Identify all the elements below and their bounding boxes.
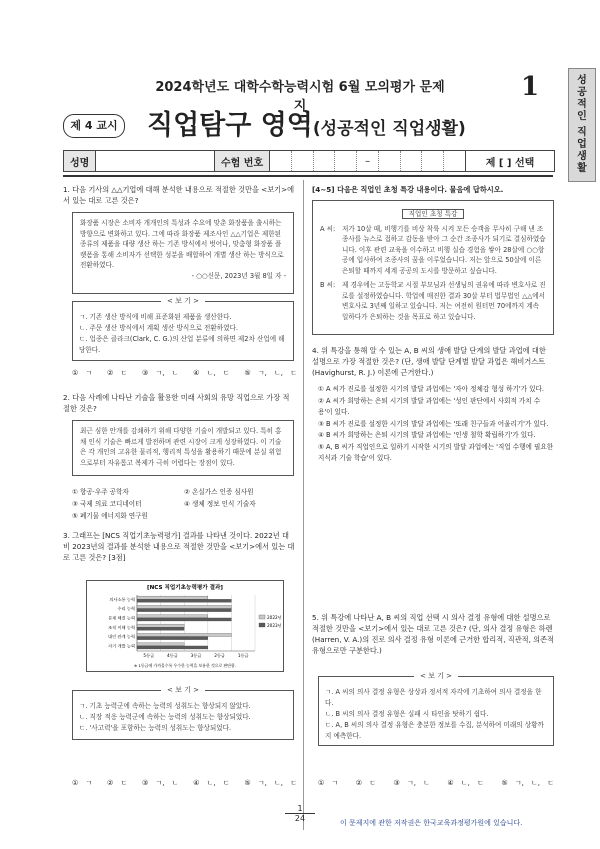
q45-lecture-box <box>312 200 554 335</box>
q3-bogi-item: ㄱ. 기초 능력군에 속하는 능력의 성취도는 향상되지 않았다. <box>79 702 251 710</box>
header-divider <box>63 175 553 177</box>
q3-stem: 3. 그래프는 [NCS 직업기초능력평가] 결과를 나타낸 것이다. 2022년 대비 2023년의 결과를 분석한 내용으로 적절한 것만을 <보기>에서 있는 대로 고른 것은? [3점] <box>63 531 295 562</box>
q3-choices <box>72 778 297 788</box>
subject-title-main: 직업탐구 영역 <box>147 110 313 141</box>
chart-x-tick-label: 1등급 <box>237 653 249 658</box>
q45-intro: [4~5] 다음은 직업인 초청 특강 내용이다. 물음에 답하시오. <box>312 185 504 194</box>
side-tab-char: 직 <box>577 127 587 138</box>
exam-number-dash: – <box>357 151 379 171</box>
speaker-a-label: A 씨: <box>320 224 336 233</box>
q5-choice-4[interactable]: ④ ㄴ, ㄷ <box>447 779 484 787</box>
q3-bogi-item: ㄷ. '사고력'을 포함하는 능력의 성취도는 향상되었다. <box>79 724 232 732</box>
chart-bar-2022년 <box>137 633 231 636</box>
speaker-b-label: B 씨: <box>320 281 336 289</box>
chart-bar-2023년 <box>137 637 208 640</box>
side-tab-char: 업 <box>577 139 587 150</box>
chart-bar-2023년 <box>137 609 231 612</box>
q1-bogi-box <box>72 297 294 361</box>
q1-choice-5[interactable]: ⑤ ㄱ, ㄴ, ㄷ <box>244 369 297 377</box>
q3-chart-box <box>86 580 284 672</box>
chart-category-label: 수리 능력 <box>117 606 135 612</box>
q5-bogi-item: ㄱ. A 씨의 의사 결정 유형은 상상과 정서적 자각에 기초하여 의사 결정을 한다. <box>325 688 542 707</box>
q2-option-2[interactable]: ② 온실가스 인증 심사원 <box>184 488 254 496</box>
q4-option-5[interactable]: ⑤ A, B 씨가 직업인으로 일하기 시작한 시기의 발달 과업에는 '직업 수행에 필요한 지식과 기술 학습'이 있다. <box>318 442 554 462</box>
exam-number-cell <box>215 151 466 171</box>
chart-category-label: 자기 개발 능력 <box>108 643 135 649</box>
q2-option-5[interactable]: ⑤ 폐기물 에너지화 연구원 <box>72 512 148 520</box>
chart-x-tick-label: 5등급 <box>143 653 155 658</box>
chart-legend-label: 2023년 <box>267 623 282 628</box>
column-divider <box>303 180 304 830</box>
q1-bogi-item: ㄴ. 주문 생산 방식에서 계획 생산 방식으로 전환하였다. <box>79 324 238 332</box>
chart-bar-2023년 <box>137 646 208 649</box>
chart-bar-2023년 <box>137 627 184 630</box>
examinee-info-bar <box>63 150 555 172</box>
q3-bogi-item: ㄴ. 직장 적응 능력군에 속하는 능력의 성취도는 향상되었다. <box>79 713 251 721</box>
q4-option-3[interactable]: ③ B 씨가 진로를 설정한 시기의 발달 과업에는 '또래 친구들과 어울리기'가 있다. <box>318 419 549 428</box>
q3-bogi-label: < 보 기 > <box>161 685 205 696</box>
q3-choice-1[interactable]: ① ㄱ <box>72 779 93 787</box>
subject-title-sub: (성공적인 직업생활) <box>312 119 466 139</box>
ncs-result-chart <box>87 581 283 671</box>
q1-choice-2[interactable]: ② ㄷ <box>106 369 128 377</box>
page-number: 1 <box>521 72 540 102</box>
q45-speaker-a <box>320 224 546 277</box>
chart-legend-label: 2022년 <box>267 615 282 620</box>
chart-bar-2022년 <box>137 615 208 618</box>
chart-note: ※ 1등급에 가까울수록 우수한 능력을 보유한 것으로 판단함. <box>133 663 237 668</box>
side-tab-char: 인 <box>577 111 587 122</box>
chart-bar-2023년 <box>137 599 231 602</box>
q1-bogi-item: ㄷ. 업종은 클라크(Clark, C. G.)의 산업 분류에 의하면 제2차 산업에 해당한다. <box>79 335 285 354</box>
q1-bogi-label: < 보 기 > <box>161 296 205 307</box>
q2-option-3[interactable]: ③ 국제 의료 코디네이터 <box>72 500 142 508</box>
q1-passage-text: 화장품 시장은 소비자 개개인의 특성과 수요에 맞춘 화장품을 출시하는 방향으로 변화하고 있다. 그에 따라 화장품 제조사인 △△기업은 제한된 종류의 제품을 대량 생산 하는 기존 방식에서 벗어나, 맞춤형 화장품 플랫폼을 통해 소비자가 선택한 성분을 배합하여 개별 생산 하는 방식으로 전환하였다. <box>80 219 284 269</box>
chart-bar-2022년 <box>137 624 184 627</box>
q1-choice-1[interactable]: ① ㄱ <box>72 369 93 377</box>
q3-bogi-box <box>72 686 294 740</box>
q1-passage <box>72 212 294 294</box>
subject-side-tab <box>568 68 596 182</box>
q3-choice-4[interactable]: ④ ㄴ, ㄷ <box>193 779 230 787</box>
side-tab-char: 성 <box>577 75 587 86</box>
chart-x-tick-label: 2등급 <box>214 653 225 658</box>
chart-title: [NCS 직업기초능력평가 결과] <box>147 585 223 591</box>
q1-source: - ○○신문, 2023년 3월 8일 자 - <box>191 271 286 280</box>
page-counter-total: 24 <box>294 814 306 823</box>
chart-bar-2022년 <box>137 596 208 599</box>
q5-choice-5[interactable]: ⑤ ㄱ, ㄴ, ㄷ <box>501 779 554 787</box>
name-cell <box>64 151 215 171</box>
q5-bogi-box <box>318 672 554 746</box>
name-label: 성명 <box>64 151 96 171</box>
q5-stem: 5. 위 특강에 나타난 A, B 씨의 직업 선택 시 의사 결정 유형에 대한 설명으로 적절한 것만을 <보기>에서 있는 대로 고른 것은? (단, 의사 결정 유형은 하렌(Harren, V. A.)의 진로 의사 결정 유형 이론에 근거한 합리적, 직관적, 의존적 유형으로만 구분한다.) <box>312 613 554 655</box>
page-counter-current: 1 <box>285 804 315 814</box>
q2-passage <box>72 420 294 476</box>
side-tab-char: 생 <box>577 151 587 162</box>
q1-choice-3[interactable]: ③ ㄱ, ㄴ <box>141 369 179 377</box>
chart-x-tick-label: 4등급 <box>167 653 178 658</box>
q3-choice-5[interactable]: ⑤ ㄱ, ㄴ, ㄷ <box>244 779 297 787</box>
chart-bar-2022년 <box>137 605 231 608</box>
chart-legend-swatch <box>259 623 265 627</box>
exam-number-boxes[interactable] <box>270 151 465 171</box>
chart-bar-2023년 <box>137 618 231 621</box>
q45-box-title: 직업인 초청 특강 <box>320 209 546 220</box>
side-tab-char: 활 <box>577 163 587 174</box>
speaker-a-text: 저가 10살 때, 비행기를 비상 착륙 시켜 모든 승객을 무사히 구해 낸 조종사를 뉴스로 접하고 감동을 받아 그 순간 조종사가 되기로 결심하였습니다. 이후 관련 교육을 이수하고 비행 실습 경험을 쌓아 28살에 ○○항공에 입사하여 조종사의 꿈을 이루었습니다. 저는 앞으로 50살에 이른 은퇴할 때까지 세계 공공의 도시를 방문하고 싶습니다. <box>342 224 546 275</box>
q2-option-4[interactable]: ④ 생체 정보 인식 기술자 <box>184 500 256 508</box>
q5-choice-2[interactable]: ② ㄷ <box>355 779 376 787</box>
q5-bogi-label: < 보 기 > <box>414 671 458 682</box>
q5-choices <box>318 778 554 788</box>
q3-choice-3[interactable]: ③ ㄱ, ㄴ <box>141 779 179 787</box>
speaker-b-text: 제 경우에는 고등학교 시절 부모님과 선생님의 권유에 따라 변호사로 진로를 설정하였습니다. 학업에 매진한 결과 30살 부터 법무법인 △△에서 변호사로 3년째 일하고 있습니다. 저는 여전히 원터먼 70에까지 계속 일하다가 은퇴하는 것을 목표로 하고 있습니다. <box>342 281 546 321</box>
q1-choice-4[interactable]: ④ ㄴ, ㄷ <box>193 369 230 377</box>
page-counter <box>285 804 315 823</box>
chart-category-label: 문제 해결 능력 <box>108 615 135 621</box>
q2-passage-text: 최근 심한 안개를 감쇄하기 위해 다양한 기술이 개발되고 있다. 특히 홍채 인식 기술은 빠르게 발전하며 관련 시장이 크게 성장하였다. 이 기술은 각 개인의 고유한 물리적, 행리적 특성을 활용하기 때문에 분실 위험으로부터 자유롭고 복제가 극히 어렵다는 장점이 있다. <box>80 427 282 467</box>
q3-choice-2[interactable]: ② ㄷ <box>106 779 128 787</box>
chart-category-label: 조직 이해 능력 <box>108 624 135 630</box>
subject-title <box>147 103 466 142</box>
q2-options <box>72 486 297 522</box>
q1-choices <box>72 368 297 378</box>
q2-option-1[interactable]: ① 항공·우주 공학자 <box>72 488 129 496</box>
chart-x-tick-label: 3등급 <box>190 653 202 658</box>
chart-category-label: 의사소통 능력 <box>109 596 135 602</box>
q4-options <box>318 384 554 465</box>
q5-bogi-item: ㄴ. B 씨의 의사 결정 유형은 실패 시 타인을 탓하기 쉽다. <box>325 710 489 718</box>
q5-choice-1[interactable]: ① ㄱ <box>318 779 339 787</box>
copyright-notice: 이 문제지에 관한 저작권은 한국교육과정평가원에 있습니다. <box>340 819 523 827</box>
q1-stem: 1. 다음 기사의 △△기업에 대해 분석한 내용으로 적절한 것만을 <보기>에서 있는 대로 고른 것은? <box>63 185 295 205</box>
q4-option-2[interactable]: ② A 씨가 희망하는 은퇴 시기의 발달 과업에는 '성인 판단에서 사회적 가치 수용'이 있다. <box>318 396 541 416</box>
session-badge: 제 4 교시 <box>63 114 125 138</box>
choice-cell[interactable]: 제 [ ] 선택 <box>485 157 535 169</box>
exam-number-label: 수험 번호 <box>215 151 270 171</box>
chart-bar-2022년 <box>137 643 184 646</box>
q45-speaker-b <box>320 280 546 322</box>
chart-legend-swatch <box>259 615 265 619</box>
q5-bogi-item: ㄷ. A, B 씨의 의사 결정 유형은 충분한 정보를 수집, 분석하여 미래의 상황까지 예측한다. <box>325 721 544 740</box>
chart-category-label: 대인 관계 능력 <box>108 634 135 640</box>
side-tab-char: 공 <box>577 87 587 98</box>
q4-option-4[interactable]: ④ B 씨가 희망하는 은퇴 시기의 발달 과업에는 '인생 철학 확립하기'가 있다. <box>318 431 536 439</box>
q5-choice-3[interactable]: ③ ㄱ, ㄴ <box>393 779 430 787</box>
exam-header-title: 2024학년도 대학수학능력시험 6월 모의평가 문제지 <box>155 80 445 114</box>
q1-bogi-item: ㄱ. 기존 생산 방식에 비해 표준화된 제품을 생산한다. <box>79 313 232 321</box>
q4-stem: 4. 위 특강을 통해 알 수 있는 A, B 씨의 생애 발달 단계의 발달 과업에 대한 설명으로 가장 적절한 것은? (단, 생애 발달 단계별 발달 과업은 해비거스트(Havighurst, R. J.) 이론에 근거한다.) <box>312 346 546 377</box>
side-tab-char: 적 <box>577 99 587 110</box>
q4-option-1[interactable]: ① A 씨가 진로를 설정한 시기의 발달 과업에는 '자아 정체감 형성 하기'가 있다. <box>318 385 545 393</box>
q2-stem: 2. 다음 사례에 나타난 기술을 활용한 미래 사회의 유망 직업으로 가장 적절한 것은? <box>63 393 290 413</box>
